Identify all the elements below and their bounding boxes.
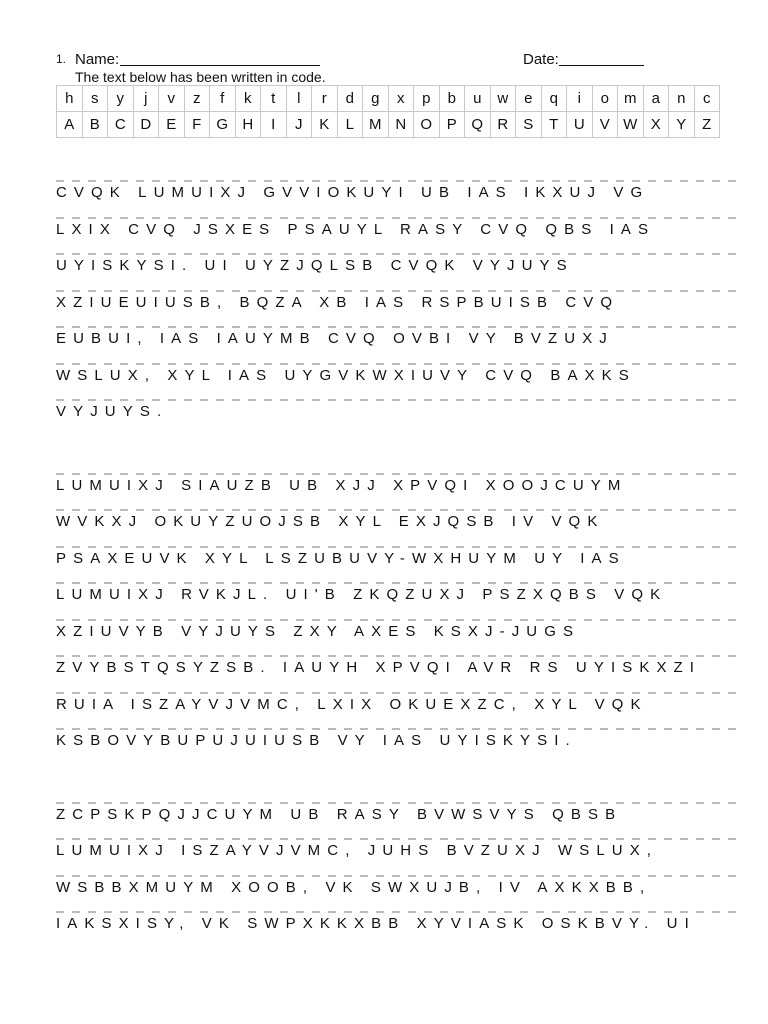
cipher-plain-letter: F xyxy=(184,112,210,138)
cipher-plain-letter: U xyxy=(567,112,593,138)
coded-line: XZIUVYB VYJUYS ZXY AXES KSXJ-JUGS xyxy=(56,623,736,660)
cipher-plain-letter: B xyxy=(82,112,108,138)
cipher-plain-letter: K xyxy=(312,112,338,138)
coded-line: WVKXJ OKUYZUOJSB XYL EXJQSB IV VQK xyxy=(56,513,736,550)
cipher-code-letter: k xyxy=(235,86,261,112)
cipher-code-letter: d xyxy=(337,86,363,112)
date-blank-line xyxy=(559,65,644,66)
cipher-code-letter: x xyxy=(388,86,414,112)
cipher-code-letter: w xyxy=(490,86,516,112)
cipher-plain-letter: H xyxy=(235,112,261,138)
cipher-plain-letter: Z xyxy=(694,112,720,138)
question-number: 1. xyxy=(56,52,67,66)
cipher-plain-letter: C xyxy=(108,112,134,138)
cipher-plain-letter: R xyxy=(490,112,516,138)
coded-line: WSBBXMUYM XOOB, VK SWXUJB, IV AXKXBB, xyxy=(56,879,736,916)
cipher-code-letter: b xyxy=(439,86,465,112)
cipher-code-letter: r xyxy=(312,86,338,112)
cipher-plain-letter: O xyxy=(414,112,440,138)
cipher-code-letter: z xyxy=(184,86,210,112)
cipher-code-letter: l xyxy=(286,86,312,112)
coded-line: EUBUI, IAS IAUYMB CVQ OVBI VY BVZUXJ xyxy=(56,330,736,367)
coded-line: UYISKYSI. UI UYZJQLSB CVQK VYJUYS xyxy=(56,257,736,294)
cipher-plain-letter: S xyxy=(516,112,542,138)
cipher-plain-letter: L xyxy=(337,112,363,138)
cipher-code-letter: f xyxy=(210,86,236,112)
coded-line: LUMUIXJ SIAUZB UB XJJ XPVQI XOOJCUYM xyxy=(56,477,736,514)
cipher-code-letter: s xyxy=(82,86,108,112)
cipher-plain-letter: V xyxy=(592,112,618,138)
coded-line: PSAXEUVK XYL LSZUBUVY-WXHUYM UY IAS xyxy=(56,550,736,587)
cipher-code-letter: v xyxy=(159,86,185,112)
cipher-plain-row xyxy=(57,112,720,138)
cipher-code-letter: h xyxy=(57,86,83,112)
cipher-plain-letter: N xyxy=(388,112,414,138)
cipher-code-letter: y xyxy=(108,86,134,112)
cipher-plain-letter: Y xyxy=(669,112,695,138)
worksheet-header xyxy=(56,50,716,90)
coded-line: VYJUYS. xyxy=(56,403,736,440)
coded-line: LUMUIXJ ISZAYVJVMC, JUHS BVZUXJ WSLUX, xyxy=(56,842,736,879)
coded-paragraph xyxy=(56,184,736,440)
cipher-code-letter: e xyxy=(516,86,542,112)
cipher-code-letter: m xyxy=(618,86,644,112)
cipher-plain-letter: G xyxy=(210,112,236,138)
coded-line: WSLUX, XYL IAS UYGVKWXIUVY CVQ BAXKS xyxy=(56,367,736,404)
cipher-plain-letter: M xyxy=(363,112,389,138)
coded-line: ZVYBSTQSYZSB. IAUYH XPVQI AVR RS UYISKXZI xyxy=(56,659,736,696)
name-blank-line xyxy=(120,65,320,66)
coded-line: IAKSXISY, VK SWPXKKXBB XYVIASK OSKBVY. UI xyxy=(56,915,736,952)
cipher-code-letter: a xyxy=(643,86,669,112)
coded-paragraph xyxy=(56,477,736,769)
date-label: Date: xyxy=(523,51,559,68)
cipher-code-letter: c xyxy=(694,86,720,112)
cipher-plain-letter: X xyxy=(643,112,669,138)
coded-line: KSBOVYBUPUJUIUSB VY IAS UYISKYSI. xyxy=(56,732,736,769)
cipher-code-letter: q xyxy=(541,86,567,112)
cipher-plain-letter: J xyxy=(286,112,312,138)
cipher-code-row xyxy=(57,86,720,112)
cipher-code-letter: p xyxy=(414,86,440,112)
cipher-code-letter: u xyxy=(465,86,491,112)
cipher-code-letter: o xyxy=(592,86,618,112)
coded-line: XZIUEUIUSB, BQZA XB IAS RSPBUISB CVQ xyxy=(56,294,736,331)
cipher-plain-letter: Q xyxy=(465,112,491,138)
coded-line: ZCPSKPQJJCUYM UB RASY BVWSVYS QBSB xyxy=(56,806,736,843)
name-label: Name: xyxy=(75,51,120,68)
cipher-plain-letter: I xyxy=(261,112,287,138)
cipher-code-letter: j xyxy=(133,86,159,112)
cipher-key-table xyxy=(56,85,720,138)
cipher-code-letter: g xyxy=(363,86,389,112)
instruction-text: The text below has been written in code. xyxy=(75,69,326,85)
cipher-plain-letter: D xyxy=(133,112,159,138)
cipher-plain-letter: P xyxy=(439,112,465,138)
cipher-plain-letter: E xyxy=(159,112,185,138)
coded-line: RUIA ISZAYVJVMC, LXIX OKUEXZC, XYL VQK xyxy=(56,696,736,733)
coded-line: CVQK LUMUIXJ GVVIOKUYI UB IAS IKXUJ VG xyxy=(56,184,736,221)
coded-line: LUMUIXJ RVKJL. UI'B ZKQZUXJ PSZXQBS VQK xyxy=(56,586,736,623)
coded-passage xyxy=(56,184,736,989)
coded-line: LXIX CVQ JSXES PSAUYL RASY CVQ QBS IAS xyxy=(56,221,736,258)
cipher-code-letter: i xyxy=(567,86,593,112)
cipher-code-letter: n xyxy=(669,86,695,112)
cipher-plain-letter: A xyxy=(57,112,83,138)
cipher-plain-letter: W xyxy=(618,112,644,138)
cipher-code-letter: t xyxy=(261,86,287,112)
cipher-plain-letter: T xyxy=(541,112,567,138)
coded-paragraph xyxy=(56,806,736,952)
